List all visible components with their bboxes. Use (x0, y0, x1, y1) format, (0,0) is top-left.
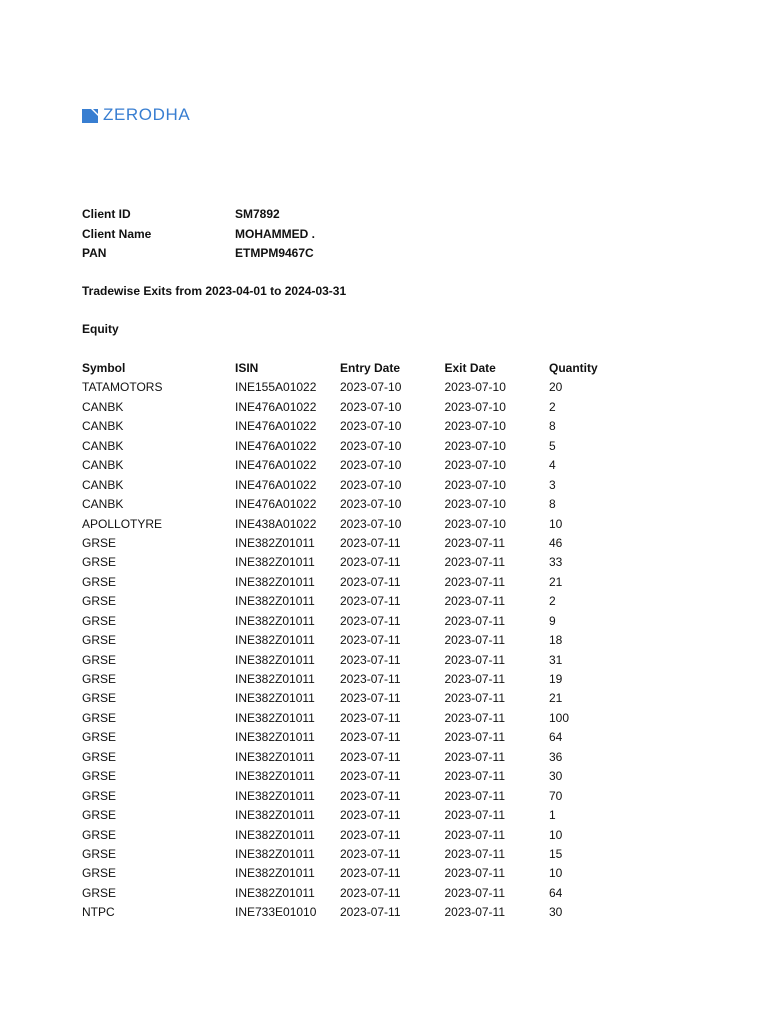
cell-entry-date: 2023-07-11 (340, 808, 401, 823)
cell-exit-date: 2023-07-11 (444, 827, 505, 842)
cell-entry-date: 2023-07-11 (340, 885, 401, 900)
cell-entry-date: 2023-07-11 (340, 730, 401, 745)
cell-exit-date: 2023-07-11 (444, 769, 505, 784)
cell-quantity: 5 (549, 438, 556, 453)
cell-entry-date: 2023-07-11 (340, 788, 401, 803)
cell-exit-date: 2023-07-11 (444, 866, 505, 881)
cell-entry-date: 2023-07-10 (340, 438, 402, 453)
cell-isin: INE382Z01011 (235, 710, 315, 725)
cell-quantity: 8 (549, 497, 556, 512)
cell-entry-date: 2023-07-10 (340, 458, 402, 473)
cell-entry-date: 2023-07-11 (340, 594, 401, 609)
table-row (82, 456, 609, 475)
cell-exit-date: 2023-07-11 (444, 788, 505, 803)
cell-isin: INE382Z01011 (235, 672, 315, 686)
cell-entry-date: 2023-07-11 (340, 535, 401, 550)
header-exit-date: Exit Date (444, 361, 496, 375)
cell-symbol: GRSE (82, 846, 117, 861)
client-info (82, 205, 315, 264)
table-row (82, 515, 609, 534)
cell-quantity: 8 (549, 419, 556, 434)
table-row (82, 398, 609, 417)
cell-entry-date: 2023-07-11 (340, 652, 401, 667)
table-row (82, 884, 609, 903)
cell-symbol: APOLLOTYRE (82, 516, 163, 531)
table-row (82, 787, 609, 806)
report-period-title: Tradewise Exits from 2023-04-01 to 2024-03-31 (82, 284, 347, 298)
table-row (82, 748, 609, 767)
table-row (82, 845, 609, 864)
cell-isin: INE382Z01011 (235, 885, 315, 900)
cell-symbol: CANBK (82, 438, 124, 453)
pan-value: ETMPM9467C (235, 246, 314, 260)
cell-isin: INE382Z01011 (235, 866, 315, 881)
cell-isin: INE476A01022 (235, 399, 317, 414)
cell-isin: INE476A01022 (235, 497, 317, 512)
cell-symbol: NTPC (82, 905, 115, 920)
cell-isin: INE382Z01011 (235, 535, 315, 550)
cell-symbol: GRSE (82, 555, 117, 570)
cell-quantity: 70 (549, 788, 563, 803)
table-row (82, 495, 609, 514)
table-row (82, 864, 609, 883)
cell-isin: INE733E01010 (235, 905, 317, 920)
cell-symbol: GRSE (82, 672, 117, 686)
cell-entry-date: 2023-07-10 (340, 516, 402, 531)
cell-quantity: 100 (549, 710, 570, 725)
cell-entry-date: 2023-07-11 (340, 846, 401, 861)
client-name-label: Client Name (82, 226, 152, 241)
cell-exit-date: 2023-07-11 (444, 730, 505, 745)
cell-exit-date: 2023-07-11 (444, 905, 505, 920)
cell-symbol: GRSE (82, 749, 117, 764)
cell-isin: INE476A01022 (235, 438, 317, 453)
cell-exit-date: 2023-07-11 (444, 885, 505, 900)
cell-symbol: GRSE (82, 633, 117, 648)
table-row (82, 631, 609, 650)
cell-quantity: 20 (549, 380, 563, 395)
table-row (82, 592, 609, 611)
cell-quantity: 36 (549, 749, 563, 764)
cell-symbol: GRSE (82, 691, 117, 706)
cell-quantity: 19 (549, 672, 563, 686)
cell-exit-date: 2023-07-11 (444, 672, 505, 686)
cell-entry-date: 2023-07-11 (340, 769, 401, 784)
table-row (82, 903, 609, 922)
cell-symbol: CANBK (82, 458, 124, 473)
cell-entry-date: 2023-07-11 (340, 866, 401, 881)
cell-symbol: GRSE (82, 710, 117, 725)
cell-quantity: 64 (549, 730, 563, 745)
cell-exit-date: 2023-07-11 (444, 633, 505, 648)
table-row (82, 689, 609, 708)
cell-entry-date: 2023-07-10 (340, 419, 402, 434)
cell-quantity: 9 (549, 613, 556, 628)
cell-symbol: GRSE (82, 808, 117, 823)
cell-quantity: 21 (549, 574, 563, 589)
cell-isin: INE476A01022 (235, 477, 317, 492)
cell-quantity: 4 (549, 458, 556, 473)
cell-quantity: 2 (549, 399, 556, 414)
cell-exit-date: 2023-07-11 (444, 808, 505, 823)
cell-exit-date: 2023-07-10 (444, 438, 506, 453)
cell-exit-date: 2023-07-11 (444, 535, 505, 550)
cell-symbol: GRSE (82, 730, 117, 745)
logo-text: ZERODHA (103, 105, 191, 124)
cell-exit-date: 2023-07-11 (444, 574, 505, 589)
table-row (82, 476, 609, 495)
cell-symbol: CANBK (82, 497, 124, 512)
cell-isin: INE382Z01011 (235, 613, 315, 628)
cell-quantity: 30 (549, 905, 563, 920)
cell-symbol: GRSE (82, 535, 117, 550)
table-row (82, 651, 609, 670)
cell-quantity: 21 (549, 691, 563, 706)
table-row (82, 573, 609, 592)
cell-symbol: GRSE (82, 594, 117, 609)
cell-isin: INE476A01022 (235, 419, 317, 434)
cell-symbol: GRSE (82, 827, 117, 842)
cell-entry-date: 2023-07-10 (340, 497, 402, 512)
cell-entry-date: 2023-07-11 (340, 574, 401, 589)
cell-exit-date: 2023-07-10 (444, 477, 506, 492)
cell-symbol: TATAMOTORS (82, 380, 163, 395)
cell-isin: INE382Z01011 (235, 574, 315, 589)
pan-label: PAN (82, 246, 107, 260)
cell-isin: INE382Z01011 (235, 846, 315, 861)
header-entry-date: Entry Date (340, 361, 401, 375)
cell-quantity: 2 (549, 594, 556, 609)
cell-quantity: 64 (549, 885, 563, 900)
cell-quantity: 3 (549, 477, 556, 492)
table-body (82, 378, 609, 922)
cell-exit-date: 2023-07-10 (444, 458, 506, 473)
client-id-label: Client ID (82, 207, 131, 221)
cell-isin: INE382Z01011 (235, 594, 315, 609)
cell-quantity: 46 (549, 535, 563, 550)
cell-exit-date: 2023-07-10 (444, 399, 506, 414)
pan-row (82, 244, 315, 264)
cell-symbol: GRSE (82, 652, 117, 667)
cell-entry-date: 2023-07-10 (340, 380, 402, 395)
cell-entry-date: 2023-07-11 (340, 633, 401, 648)
cell-exit-date: 2023-07-11 (444, 652, 505, 667)
cell-isin: INE382Z01011 (235, 691, 315, 706)
cell-entry-date: 2023-07-11 (340, 827, 401, 842)
table-row (82, 728, 609, 747)
cell-exit-date: 2023-07-11 (444, 710, 505, 725)
cell-isin: INE382Z01011 (235, 555, 315, 570)
cell-isin: INE382Z01011 (235, 730, 315, 745)
table-header-row (82, 359, 609, 378)
cell-entry-date: 2023-07-11 (340, 710, 401, 725)
cell-exit-date: 2023-07-11 (444, 749, 505, 764)
client-name-value: MOHAMMED . (235, 226, 315, 241)
cell-symbol: CANBK (82, 477, 124, 492)
section-title: Equity (82, 322, 119, 336)
cell-isin: INE438A01022 (235, 516, 317, 531)
zerodha-logo (82, 106, 190, 124)
cell-isin: INE382Z01011 (235, 749, 315, 764)
cell-isin: INE155A01022 (235, 380, 317, 395)
table-row (82, 826, 609, 845)
cell-entry-date: 2023-07-11 (340, 555, 401, 570)
cell-symbol: GRSE (82, 885, 117, 900)
table-row (82, 670, 609, 689)
cell-isin: INE382Z01011 (235, 808, 315, 823)
table-row (82, 534, 609, 553)
cell-quantity: 33 (549, 555, 563, 570)
table-row (82, 553, 609, 572)
cell-symbol: GRSE (82, 613, 117, 628)
table-row (82, 612, 609, 631)
client-id-value: SM7892 (235, 207, 280, 221)
cell-exit-date: 2023-07-11 (444, 594, 505, 609)
client-id-row (82, 205, 315, 225)
cell-quantity: 15 (549, 846, 563, 861)
client-name-row (82, 225, 315, 245)
cell-exit-date: 2023-07-10 (444, 380, 506, 395)
cell-quantity: 31 (549, 652, 563, 667)
cell-isin: INE382Z01011 (235, 788, 315, 803)
cell-quantity: 1 (549, 808, 556, 823)
cell-entry-date: 2023-07-11 (340, 749, 401, 764)
cell-entry-date: 2023-07-11 (340, 905, 401, 920)
cell-entry-date: 2023-07-11 (340, 613, 401, 628)
cell-isin: INE476A01022 (235, 458, 317, 473)
cell-isin: INE382Z01011 (235, 652, 315, 667)
cell-quantity: 18 (549, 633, 563, 648)
cell-symbol: GRSE (82, 866, 117, 881)
cell-entry-date: 2023-07-10 (340, 477, 402, 492)
cell-quantity: 10 (549, 827, 563, 842)
header-isin: ISIN (235, 361, 259, 375)
cell-entry-date: 2023-07-10 (340, 399, 402, 414)
cell-symbol: GRSE (82, 574, 117, 589)
cell-exit-date: 2023-07-11 (444, 691, 505, 706)
cell-exit-date: 2023-07-10 (444, 516, 506, 531)
cell-symbol: GRSE (82, 769, 117, 784)
cell-exit-date: 2023-07-10 (444, 497, 506, 512)
cell-symbol: CANBK (82, 399, 124, 414)
cell-symbol: CANBK (82, 419, 124, 434)
table-row (82, 437, 609, 456)
table-row (82, 709, 609, 728)
cell-exit-date: 2023-07-11 (444, 613, 505, 628)
table-row (82, 378, 609, 397)
header-quantity: Quantity (549, 361, 598, 375)
cell-exit-date: 2023-07-11 (444, 555, 505, 570)
table-row (82, 767, 609, 786)
cell-exit-date: 2023-07-11 (444, 846, 505, 861)
cell-entry-date: 2023-07-11 (340, 691, 401, 706)
table-row (82, 806, 609, 825)
cell-quantity: 30 (549, 769, 563, 784)
cell-isin: INE382Z01011 (235, 769, 315, 784)
table-row (82, 417, 609, 436)
cell-isin: INE382Z01011 (235, 827, 315, 842)
cell-quantity: 10 (549, 516, 563, 531)
cell-quantity: 10 (549, 866, 563, 881)
trades-table (82, 359, 609, 923)
zerodha-logo-icon (82, 107, 98, 123)
cell-exit-date: 2023-07-10 (444, 419, 506, 434)
cell-isin: INE382Z01011 (235, 633, 315, 648)
cell-symbol: GRSE (82, 788, 117, 803)
cell-entry-date: 2023-07-11 (340, 672, 401, 686)
header-symbol: Symbol (82, 361, 126, 375)
